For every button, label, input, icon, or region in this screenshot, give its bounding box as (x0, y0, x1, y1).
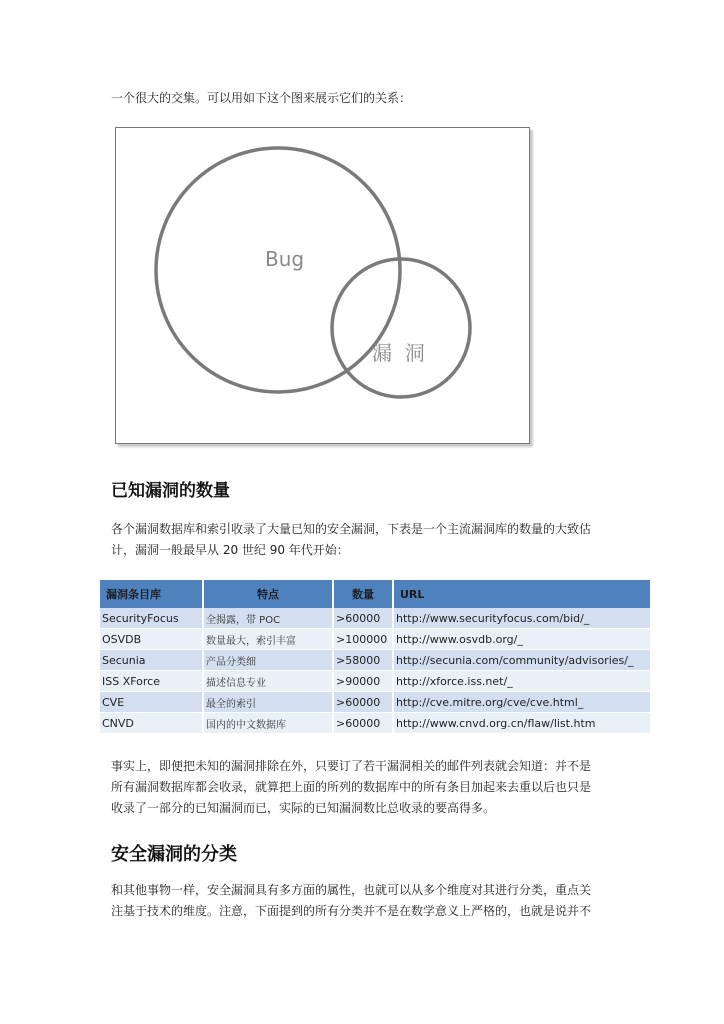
cell-count: >90000 (334, 671, 394, 692)
cell-feature: 描述信息专业 (204, 671, 334, 692)
venn-diagram (115, 127, 530, 444)
cell-db-name: CVE (100, 692, 204, 713)
cell-url: http://www.securityfocus.com/bid/_ (394, 608, 652, 629)
cell-db-name: SecurityFocus (100, 608, 204, 629)
vulnerability-db-table (100, 580, 652, 734)
header-db-name: 漏洞条目库 (100, 580, 204, 608)
section-heading-known-count: 已知漏洞的数量 (111, 481, 230, 501)
cell-feature: 产品分类细 (204, 650, 334, 671)
cell-url: http://www.osvdb.org/_ (394, 629, 652, 650)
header-count: 数量 (334, 580, 394, 608)
cell-url: http://xforce.iss.net/_ (394, 671, 652, 692)
cell-db-name: OSVDB (100, 629, 204, 650)
cell-count: >60000 (334, 692, 394, 713)
table-row (100, 692, 652, 713)
table-row (100, 671, 652, 692)
cell-feature: 最全的索引 (204, 692, 334, 713)
paragraph-line: 计，漏洞一般最早从 20 世纪 90 年代开始： (111, 543, 349, 557)
vulnerability-label: 漏 洞 (372, 341, 425, 365)
paragraph-line: 所有漏洞数据库都会收录，就算把上面的所列的数据库中的所有条目加起来去重以后也只是 (111, 780, 592, 794)
cell-url: http://secunia.com/community/advisories/_ (394, 650, 652, 671)
cell-db-name: ISS XForce (100, 671, 204, 692)
paragraph-line: 注基于技术的维度。注意，下面提到的所有分类并不是在数学意义上严格的，也就是说并不 (111, 904, 592, 918)
table-row (100, 713, 652, 734)
bug-label: Bug (265, 247, 305, 271)
cell-db-name: Secunia (100, 650, 204, 671)
header-url: URL (394, 580, 652, 608)
table-row (100, 650, 652, 671)
table-row (100, 629, 652, 650)
paragraph-line: 收录了一部分的已知漏洞而已，实际的已知漏洞数比总收录的要高得多。 (111, 801, 496, 815)
header-feature: 特点 (204, 580, 334, 608)
cell-feature: 国内的中文数据库 (204, 713, 334, 734)
cell-feature: 全揭露，带 POC (204, 608, 334, 629)
cell-feature: 数量最大，索引丰富 (204, 629, 334, 650)
cell-url: http://cve.mitre.org/cve/cve.html_ (394, 692, 652, 713)
paragraph-line: 和其他事物一样，安全漏洞具有多方面的属性，也就可以从多个维度对其进行分类，重点关 (111, 883, 592, 897)
cell-count: >58000 (334, 650, 394, 671)
cell-db-name: CNVD (100, 713, 204, 734)
cell-url: http://www.cnvd.org.cn/flaw/list.htm (394, 713, 652, 734)
table-row (100, 608, 652, 629)
intro-text: 一个很大的交集。可以用如下这个图来展示它们的关系： (111, 91, 412, 105)
section-heading-classification: 安全漏洞的分类 (111, 844, 237, 865)
cell-count: >60000 (334, 713, 394, 734)
section1-paragraph (111, 519, 631, 561)
section2-paragraph (111, 880, 631, 922)
cell-count: >60000 (334, 608, 394, 629)
paragraph-line: 事实上，即便把未知的漏洞排除在外，只要订了若干漏洞相关的邮件列表就会知道：并不是 (111, 759, 592, 773)
table-header-row (100, 580, 652, 608)
cell-count: >100000 (334, 629, 394, 650)
paragraph-after-table (111, 756, 631, 819)
paragraph-line: 各个漏洞数据库和索引收录了大量已知的安全漏洞，下表是一个主流漏洞库的数量的大致估 (111, 522, 592, 536)
